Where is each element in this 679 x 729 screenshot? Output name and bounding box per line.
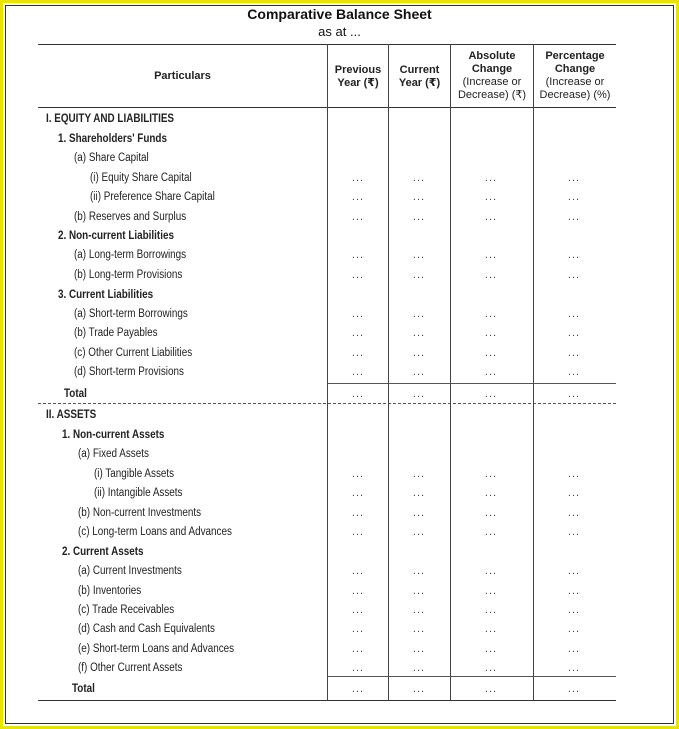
percentage-change-value: ... (567, 388, 581, 400)
total-rule (328, 383, 388, 384)
table-row (0, 110, 679, 129)
header-percentage-change (534, 50, 616, 102)
table-row (0, 246, 679, 265)
percentage-change-value: ... (567, 249, 581, 261)
current-year-value: ... (412, 308, 426, 320)
absolute-change-value: ... (484, 269, 498, 281)
previous-year-value: ... (351, 507, 365, 519)
header-absolute-line2: Change (471, 63, 513, 75)
current-year-value: ... (412, 683, 426, 695)
table-row (0, 266, 679, 285)
header-current-line2: Year (₹) (398, 77, 441, 89)
table-row (0, 305, 679, 324)
absolute-change-value: ... (484, 623, 498, 635)
table-row (0, 445, 679, 464)
current-year-value: ... (412, 211, 426, 223)
table-row (0, 484, 679, 503)
previous-year-value: ... (351, 623, 365, 635)
previous-year-value: ... (351, 308, 365, 320)
percentage-change-value: ... (567, 507, 581, 519)
percentage-change-value: ... (567, 623, 581, 635)
row-label: 1. Shareholders' Funds (58, 133, 167, 145)
total-rule (389, 383, 450, 384)
percentage-change-value: ... (567, 526, 581, 538)
absolute-change-value: ... (484, 585, 498, 597)
row-label: (i) Equity Share Capital (90, 172, 192, 184)
previous-year-value: ... (351, 487, 365, 499)
table-row (0, 543, 679, 562)
table-row (0, 640, 679, 659)
current-year-value: ... (412, 507, 426, 519)
absolute-change-value: ... (484, 662, 498, 674)
previous-year-value: ... (351, 172, 365, 184)
row-label: (d) Short-term Provisions (74, 366, 184, 378)
row-label: 2. Current Assets (62, 546, 144, 558)
total-rule (534, 676, 616, 677)
row-label: (a) Short-term Borrowings (74, 308, 188, 320)
total-rule (389, 676, 450, 677)
current-year-value: ... (412, 468, 426, 480)
row-label: (b) Long-term Provisions (74, 269, 183, 281)
current-year-value: ... (412, 565, 426, 577)
absolute-change-value: ... (484, 211, 498, 223)
percentage-change-value: ... (567, 468, 581, 480)
percentage-change-value: ... (567, 487, 581, 499)
previous-year-value: ... (351, 347, 365, 359)
total-rule (451, 676, 533, 677)
header-percentage-line3: (Increase or (545, 76, 605, 88)
row-label: (ii) Preference Share Capital (90, 191, 215, 203)
absolute-change-value: ... (484, 487, 498, 499)
absolute-change-value: ... (484, 565, 498, 577)
header-percentage-line2: Change (554, 63, 596, 75)
current-year-value: ... (412, 327, 426, 339)
absolute-change-value: ... (484, 604, 498, 616)
table-row (0, 208, 679, 227)
table-row (0, 426, 679, 445)
absolute-change-value: ... (484, 191, 498, 203)
row-label: (i) Tangible Assets (94, 468, 175, 480)
absolute-change-value: ... (484, 507, 498, 519)
absolute-change-value: ... (484, 172, 498, 184)
current-year-value: ... (412, 388, 426, 400)
previous-year-value: ... (351, 526, 365, 538)
current-year-value: ... (412, 347, 426, 359)
previous-year-value: ... (351, 269, 365, 281)
previous-year-value: ... (351, 211, 365, 223)
previous-year-value: ... (351, 643, 365, 655)
previous-year-value: ... (351, 366, 365, 378)
sheet-subtitle: as at ... (318, 24, 361, 39)
row-label: I. EQUITY AND LIABILITIES (46, 113, 175, 125)
table-row (0, 601, 679, 620)
row-label: 1. Non-current Assets (62, 429, 165, 441)
table-row (0, 169, 679, 188)
percentage-change-value: ... (567, 191, 581, 203)
row-label: (a) Long-term Borrowings (74, 249, 187, 261)
current-year-value: ... (412, 366, 426, 378)
header-particulars: Particulars (154, 70, 211, 82)
current-year-value: ... (412, 585, 426, 597)
absolute-change-value: ... (484, 643, 498, 655)
absolute-change-value: ... (484, 526, 498, 538)
percentage-change-value: ... (567, 604, 581, 616)
table-row (0, 344, 679, 363)
row-label: (c) Long-term Loans and Advances (78, 526, 232, 538)
header-percentage-line4: Decrease) (%) (539, 89, 611, 101)
row-label: (b) Reserves and Surplus (74, 211, 187, 223)
absolute-change-value: ... (484, 468, 498, 480)
sheet-title: Comparative Balance Sheet (247, 6, 432, 22)
percentage-change-value: ... (567, 347, 581, 359)
percentage-change-value: ... (567, 662, 581, 674)
previous-year-value: ... (351, 388, 365, 400)
total-rule (534, 383, 616, 384)
row-label: (ii) Intangible Assets (94, 487, 183, 499)
absolute-change-value: ... (484, 249, 498, 261)
percentage-change-value: ... (567, 683, 581, 695)
header-absolute-line4: Decrease) (₹) (457, 89, 527, 101)
header-current-line1: Current (399, 64, 440, 76)
previous-year-value: ... (351, 565, 365, 577)
current-year-value: ... (412, 604, 426, 616)
row-label: (b) Non-current Investments (78, 507, 202, 519)
current-year-value: ... (412, 487, 426, 499)
table-row (0, 363, 679, 382)
previous-year-value: ... (351, 604, 365, 616)
percentage-change-value: ... (567, 565, 581, 577)
percentage-change-value: ... (567, 172, 581, 184)
row-label: (a) Current Investments (78, 565, 182, 577)
current-year-value: ... (412, 249, 426, 261)
table-bottom-rule (38, 700, 616, 701)
row-label: (b) Inventories (78, 585, 142, 597)
header-absolute-line1: Absolute (468, 50, 516, 62)
percentage-change-value: ... (567, 308, 581, 320)
absolute-change-value: ... (484, 308, 498, 320)
row-label: (a) Fixed Assets (78, 448, 149, 460)
header-absolute-change (451, 50, 533, 102)
table-row (0, 562, 679, 581)
previous-year-value: ... (351, 191, 365, 203)
table-row (0, 523, 679, 542)
absolute-change-value: ... (484, 683, 498, 695)
header-previous-line2: Year (₹) (337, 77, 379, 89)
header-absolute-line3: (Increase or (462, 76, 522, 88)
current-year-value: ... (412, 269, 426, 281)
absolute-change-value: ... (484, 327, 498, 339)
table-row (0, 130, 679, 149)
row-label: 3. Current Liabilities (58, 289, 154, 301)
absolute-change-value: ... (484, 366, 498, 378)
row-label: (c) Other Current Liabilities (74, 347, 193, 359)
total-row (0, 680, 679, 699)
table-row (0, 227, 679, 246)
row-label: (b) Trade Payables (74, 327, 158, 339)
current-year-value: ... (412, 172, 426, 184)
current-year-value: ... (412, 662, 426, 674)
table-row (0, 504, 679, 523)
current-year-value: ... (412, 643, 426, 655)
table-row (0, 582, 679, 601)
percentage-change-value: ... (567, 585, 581, 597)
table-row (0, 465, 679, 484)
previous-year-value: ... (351, 468, 365, 480)
percentage-change-value: ... (567, 211, 581, 223)
previous-year-value: ... (351, 249, 365, 261)
row-label: (c) Trade Receivables (78, 604, 175, 616)
row-label: (f) Other Current Assets (78, 662, 183, 674)
table-row (0, 620, 679, 639)
row-label: (e) Short-term Loans and Advances (78, 643, 235, 655)
row-label: 2. Non-current Liabilities (58, 230, 174, 242)
row-label: (a) Share Capital (74, 152, 149, 164)
current-year-value: ... (412, 526, 426, 538)
previous-year-value: ... (351, 585, 365, 597)
header-current-year (389, 64, 450, 90)
header-percentage-line1: Percentage (545, 50, 605, 62)
percentage-change-value: ... (567, 269, 581, 281)
total-rule (451, 383, 533, 384)
previous-year-value: ... (351, 662, 365, 674)
absolute-change-value: ... (484, 388, 498, 400)
header-previous-year (328, 64, 388, 90)
row-label: Total (64, 388, 87, 400)
header-previous-line1: Previous (334, 64, 382, 76)
previous-year-value: ... (351, 683, 365, 695)
table-row (0, 324, 679, 343)
percentage-change-value: ... (567, 643, 581, 655)
total-rule (328, 676, 388, 677)
current-year-value: ... (412, 623, 426, 635)
absolute-change-value: ... (484, 347, 498, 359)
current-year-value: ... (412, 191, 426, 203)
table-row (0, 188, 679, 207)
row-label: II. ASSETS (46, 409, 97, 421)
percentage-change-value: ... (567, 366, 581, 378)
table-row (0, 149, 679, 168)
table-row (0, 286, 679, 305)
table-row (0, 406, 679, 425)
percentage-change-value: ... (567, 327, 581, 339)
previous-year-value: ... (351, 327, 365, 339)
row-label: (d) Cash and Cash Equivalents (78, 623, 215, 635)
row-label: Total (72, 683, 95, 695)
total-row (0, 385, 679, 404)
